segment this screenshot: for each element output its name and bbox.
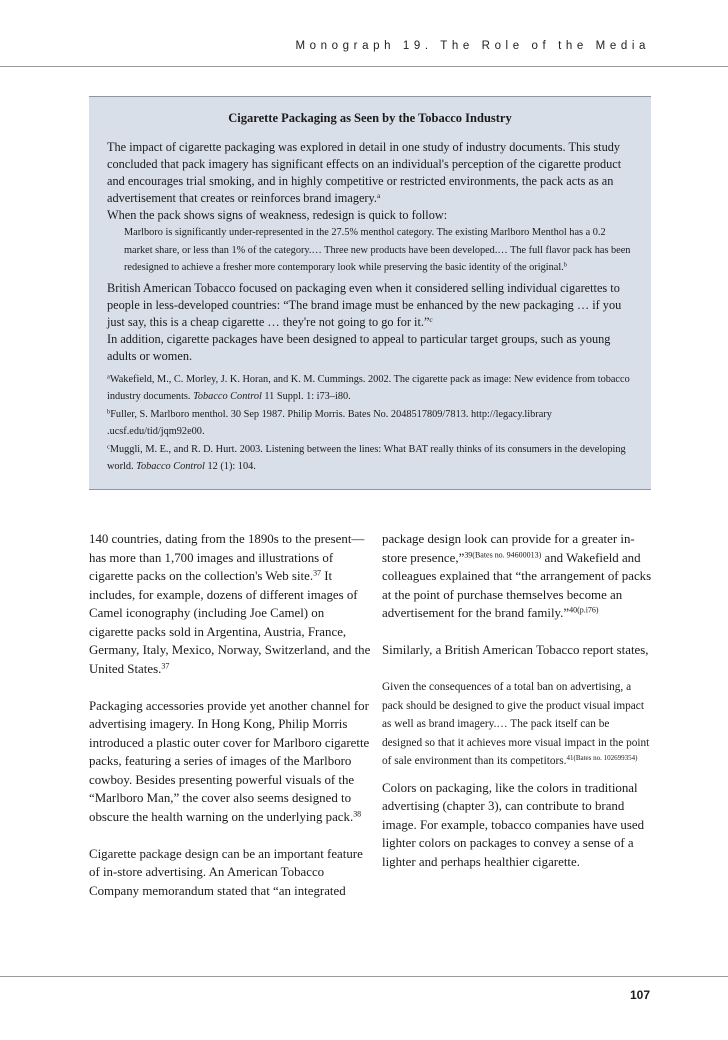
sidebar-paragraph-1 [107,139,633,224]
right-paragraph-3: Colors on packaging, like the colors in traditional advertising (chapter 3), can contribute to brand image. For example, tobacco companies have used lighter colors on packages to convey a sense of a lighter and perhaps healthier cigarette. [382,780,645,869]
left-column [89,530,371,900]
right-paragraph-2: Similarly, a British American Tobacco report states, [382,643,649,657]
ref-39: 39(Bates no. 94600013) [464,550,542,560]
note-c-journal: Tobacco Control [136,461,205,472]
ref-38: 38 [353,809,362,819]
sidebar-notes [107,371,633,476]
header-rule [0,66,728,67]
footnote-ref-c: c [429,314,433,324]
note-c-text: Muggli, M. E., and R. D. Hurt. 2003. Listening between the lines: What BAT really thinks of its consumers in the developing world. [107,443,626,472]
note-c-after: 12 (1): 104. [204,461,256,472]
note-a-after: 11 Suppl. 1: i73–i80. [261,391,351,402]
footer-rule [0,976,728,977]
ref-40: 40(p.i76) [569,605,599,615]
sidebar-note-a [107,371,633,406]
sidebar-title: Cigarette Packaging as Seen by the Tobacco Industry [228,111,512,125]
right-p1-text: package design look can provide for a greater in-store presence,” [382,532,635,565]
note-mark-c: c [107,443,110,450]
note-b-text: Fuller, S. Marlboro menthol. 30 Sep 1987. Philip Morris. Bates No. 2048517809/7813. http://legacy.library .ucsf.edu/tid/jqm92e00. [107,408,552,437]
left-p2-text: Packaging accessories provide yet another channel for advertising imagery. In Hong Kong, Philip Morris introduced a plastic outer cover for Marlboro cigarette packs, featuring a series of images of the Marlboro cowboy. Besides presenting powerful visuals of the “Marlboro Man,” the cover also seems designed to obscure the health warning on the underlying pack. [89,698,370,824]
sidebar-box [89,96,651,490]
sidebar-paragraph-1-text: The impact of cigarette packaging was explored in detail in one study of industry documents. This study concluded that pack imagery has significant effects on an individual's perception of the cigarette product and encourages trial smoking, and in highly competitive or restricted environments, the pack acts as an advertisement that creates or reinforces brand imagery. [107,140,622,205]
note-mark-a: a [107,373,110,380]
right-column [382,530,652,871]
right-blockquote [382,678,652,771]
note-a-journal: Tobacco Control [193,391,262,402]
sidebar-note-c [107,441,633,476]
ref-41: 41(Bates no. 102699354) [566,754,638,763]
right-paragraph-1 [382,530,652,623]
ref-37b: 37 [161,661,170,671]
left-paragraph-2 [89,697,371,827]
ref-37a: 37 [313,568,322,578]
left-paragraph-3: Cigarette package design can be an important feature of in-store advertising. An American Tobacco Company memorandum stated that “an integrated [89,846,363,898]
sidebar-paragraph-2 [107,280,633,365]
running-header: Monograph 19. The Role of the Media [295,40,650,52]
footnote-ref-a: a [376,190,381,200]
note-mark-b: b [107,408,111,415]
sidebar-paragraph-2-tail: In addition, cigarette packages have been designed to appeal to particular target groups, such as young adults or women. [107,331,611,363]
sidebar-paragraph-1-tail: When the pack shows signs of weakness, redesign is quick to follow: [107,208,448,222]
sidebar-quote [124,224,633,277]
right-quote-text: Given the consequences of a total ban on advertising, a pack should be designed to give the product visual impact as well as brand imagery.… The pack itself can be designed so that it achieves more visual impact in the point of sale environment than its competitors. [382,681,650,768]
page-number: 107 [629,988,650,1002]
left-p1-text: 140 countries, dating from the 1890s to the present—has more than 1,700 images and illustrations of cigarette packs on the collection's Web site. [89,532,365,583]
sidebar-note-b [107,406,633,441]
right-p1-mid: and Wakefield and colleagues explained that “the arrangement of packs at the point of purchase themselves become an advertisement for the brand family.” [382,550,652,620]
left-p1-mid: It includes, for example, dozens of different images of Camel iconography (including Joe Camel) on cigarette packs sold in Argentina, Austria, France, Germany, Italy, Mexico, Norway, Switzerland, and the United States. [89,569,371,676]
sidebar-paragraph-2-text: British American Tobacco focused on packaging even when it considered selling individual cigarettes to people in less-developed countries: “The brand image must be enhanced by the new packaging … if you just say, this is a cheap cigarette … they're not going to go for it.” [107,280,622,329]
left-paragraph-1 [89,530,371,678]
sidebar-quote-text: Marlboro is significantly under-represented in the 27.5% menthol category. The existing Marlboro Menthol has a 0.2 market share, or less than 1% of the category.… Three new products have been developed.… The full flavor pack has been redesigned to achieve a fresher more contemporary look while preserving the basic identity of the original. [124,227,631,273]
note-a-text: Wakefield, M., C. Morley, J. K. Horan, and K. M. Cummings. 2002. The cigarette pack as image: New evidence from tobacco industry documents. [107,373,630,402]
footnote-ref-b: b [563,261,567,269]
